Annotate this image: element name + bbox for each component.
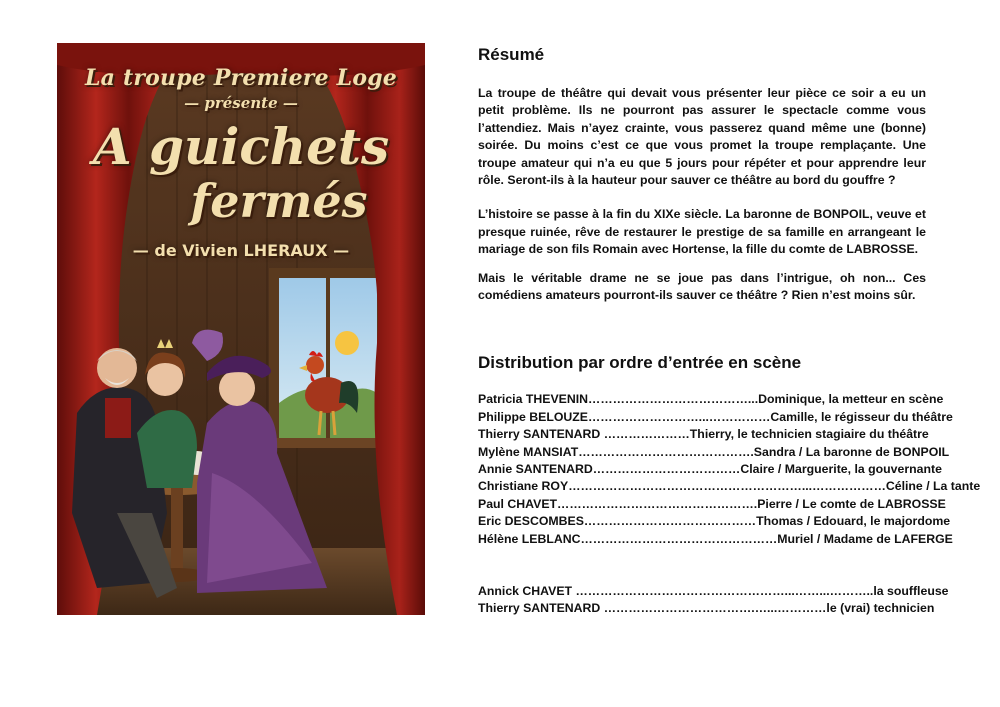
poster-title-line-2: fermés [190, 174, 368, 228]
cast-row: Hélène LEBLANC…………………………………………Muriel / Madame de LAFERGE [478, 531, 953, 546]
distribution-heading: Distribution par ordre d’entrée en scène [478, 353, 802, 373]
cast-row: Thierry SANTENARD …………………Thierry, le technicien stagiaire du théâtre [478, 427, 929, 442]
resume-heading: Résumé [478, 45, 545, 64]
poster-title-line-1: A guichets [92, 117, 390, 176]
resume-paragraph-3: Mais le véritable drame ne se joue pas dans l’intrigue, oh non... Ces comédiens amateurs pourront-ils sauver ce théâtre ? Rien n’est moins sûr. [478, 270, 926, 303]
cast-row: Philippe BELOUZE………………………...……………Camille, le régisseur du théâtre [478, 409, 953, 424]
poster-author: — de Vivien LHERAUX — [132, 241, 350, 260]
crew-row: Annick CHAVET ……………………………………………...……...………..la souffleuse [478, 583, 949, 598]
table-leg [171, 488, 183, 573]
cast-row: Mylène MANSIAT…………………………………….Sandra / La baronne de BONPOIL [478, 444, 950, 459]
resume-paragraph-1: La troupe de théâtre qui devait vous présenter leur pièce ce soir a eu un petit problème. Ils ne pourront pas assurer le spectacle comme vous l’attendiez. Mais n’ayez crainte, vous passerez quand même une (bonne) soirée. Du moins c’est ce que vous promet la troupe remplaçante. Une troupe amateur qui n’a eu que 5 jours pour répéter et pour apprendre leur rôle. Seront-ils à la hauteur pour sauver ce théâtre au bord du gouffre ? [478, 86, 926, 188]
document-content [478, 44, 981, 618]
sun [335, 331, 359, 355]
poster-presente: — présente — [184, 94, 298, 112]
resume-paragraph-2: L’histoire se passe à la fin du XIXe siècle. La baronne de BONPOIL, veuve et presque ruinée, rêve de restaurer le prestige de sa famille en arrangeant le mariage de son fils Romain avec Hortense, la fille du comte de LABROSSE. [478, 207, 926, 257]
cast-row: Annie SANTENARD………………………………Claire / Marguerite, la gouvernante [478, 462, 942, 477]
crew-list [478, 583, 949, 618]
poster-image [57, 43, 425, 615]
cast-list [478, 391, 981, 548]
cast-row: Christiane ROY…………………………………………………...………………Céline / La tante [478, 479, 981, 494]
cast-row: Eric DESCOMBES……………………………………Thomas / Edouard, le majordome [478, 514, 951, 529]
crew-row: Thierry SANTENARD ……………………………….…...…………le (vrai) technicien [478, 601, 935, 616]
cast-row: Patricia THEVENIN…………………………………...Dominique, la metteur en scène [478, 392, 944, 407]
poster-troupe-name: La troupe Premiere Loge [85, 65, 397, 91]
cast-row: Paul CHAVET………………………………………….Pierre / Le comte de LABROSSE [478, 496, 946, 511]
